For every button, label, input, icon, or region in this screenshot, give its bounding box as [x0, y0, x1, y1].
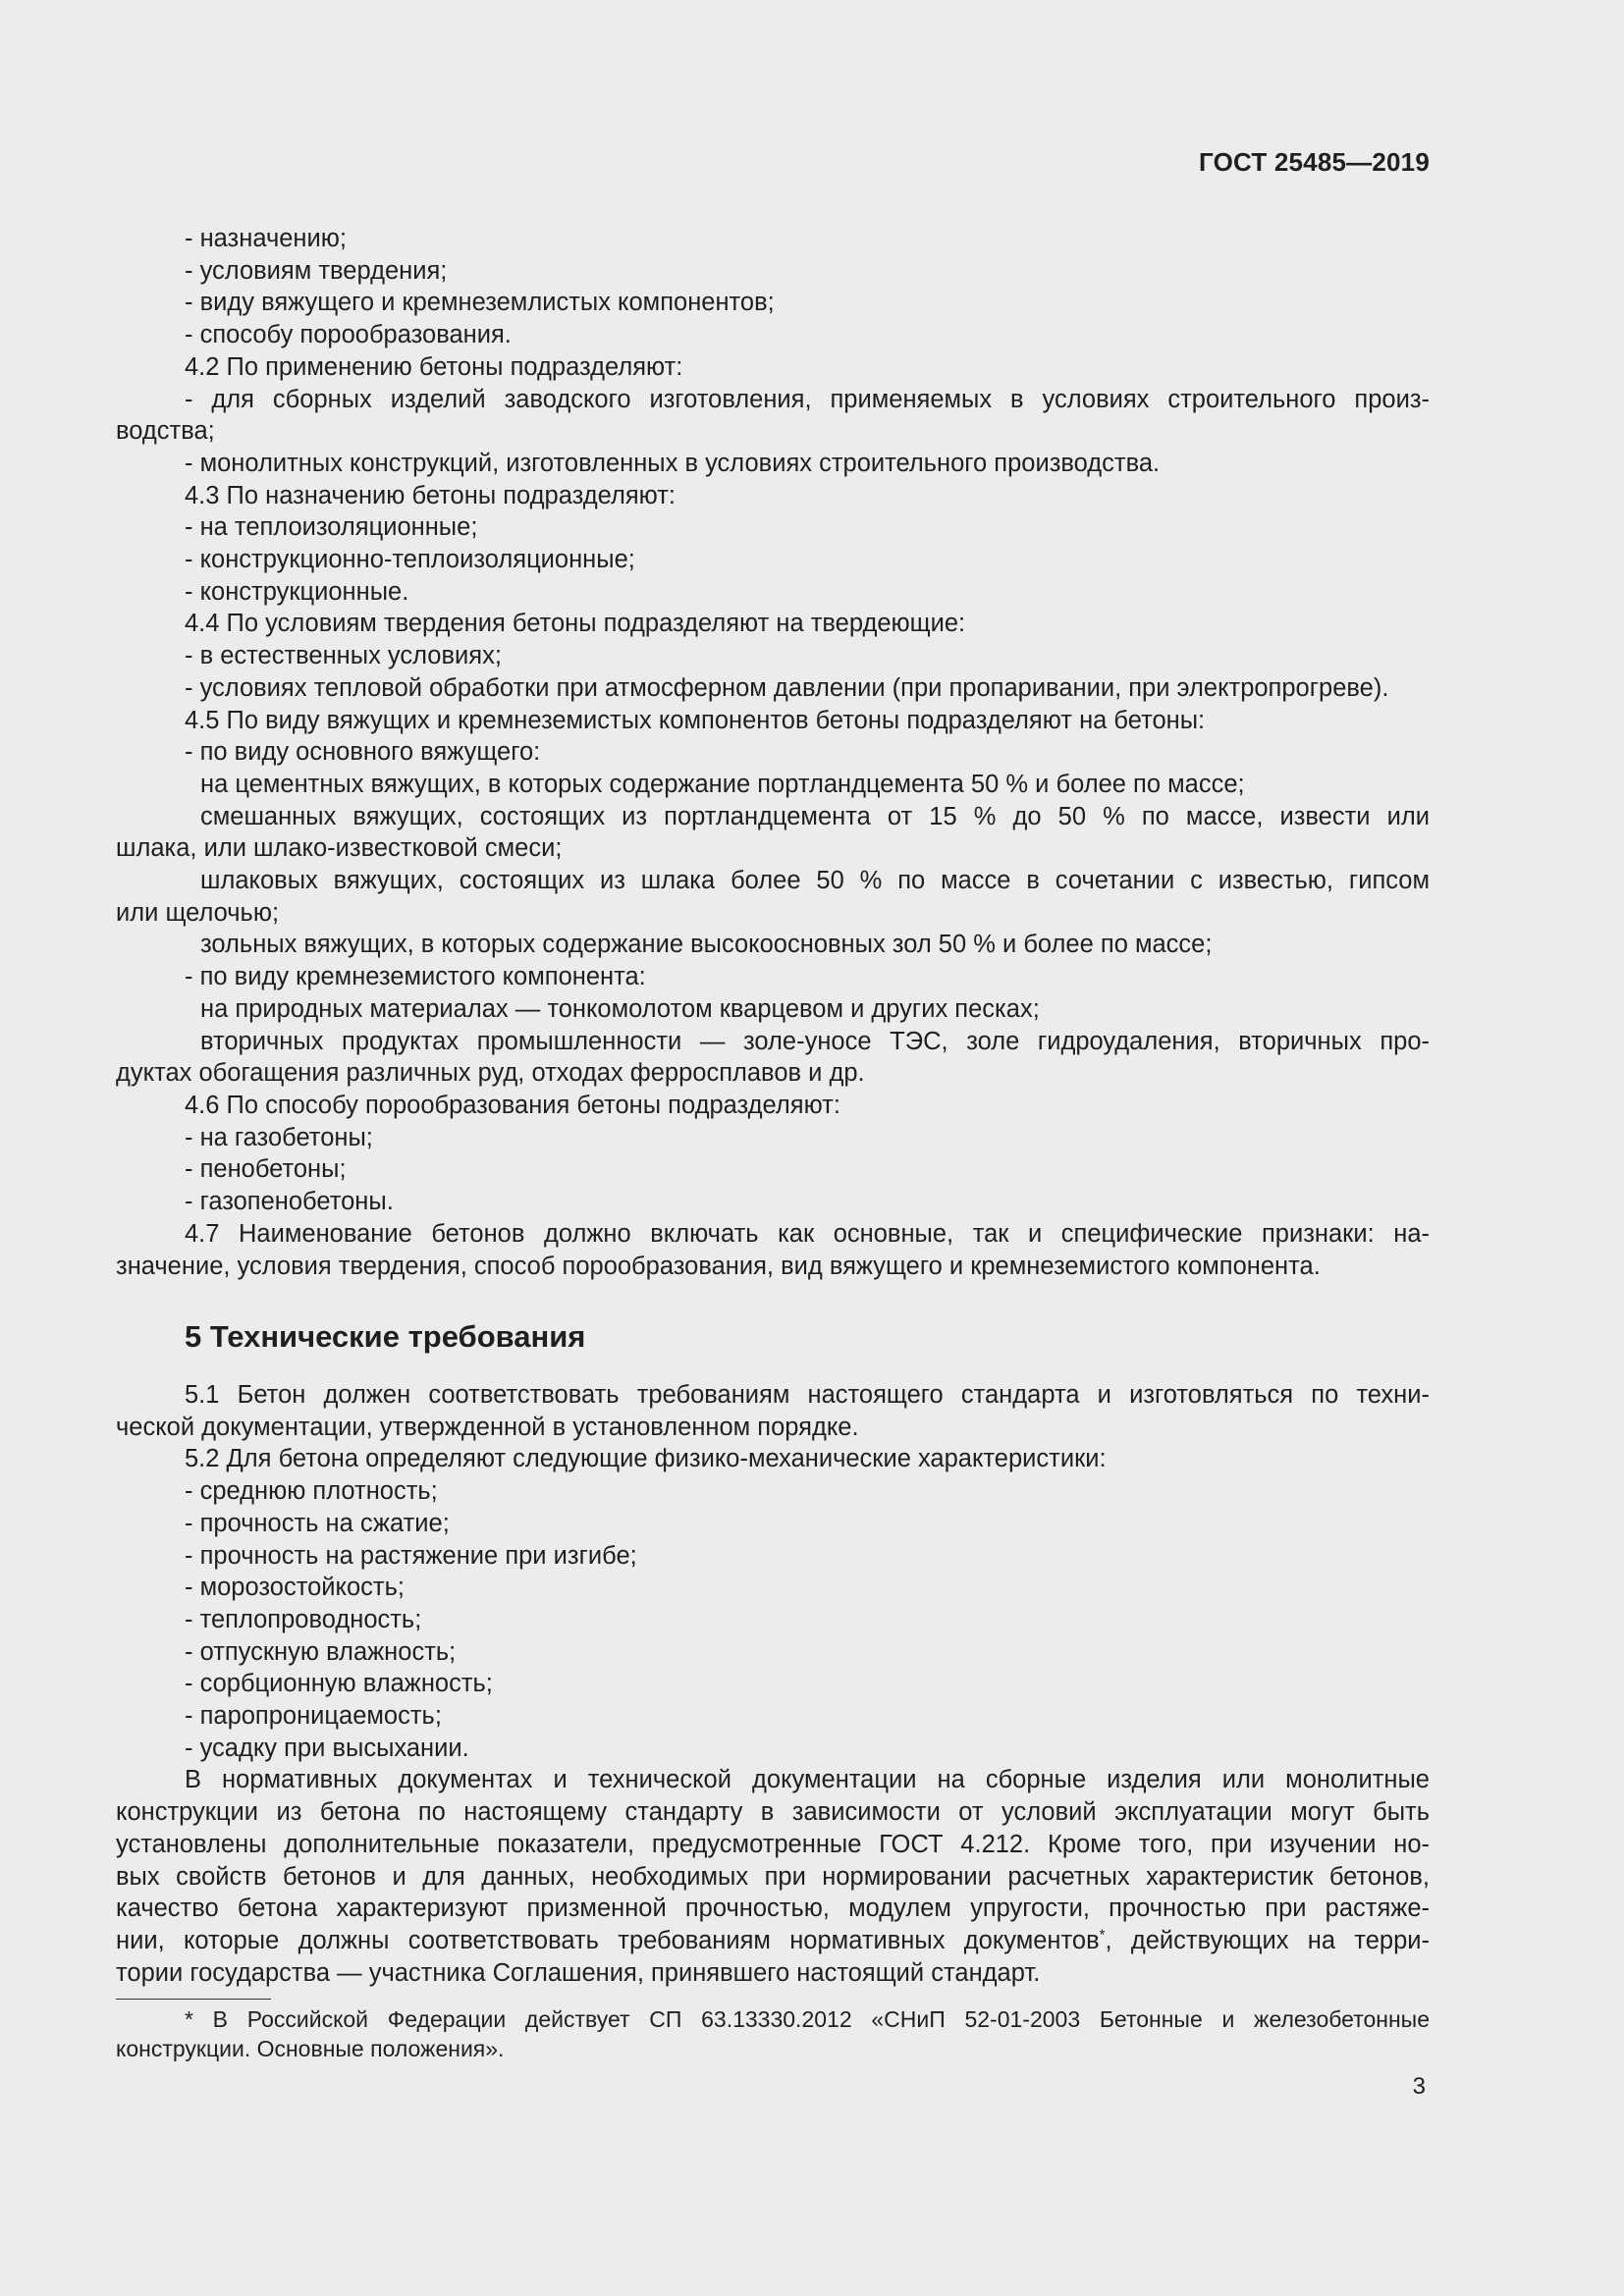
paragraph-line: - условиям твердения; [185, 256, 448, 285]
paragraph-line: - газопенобетоны. [185, 1188, 394, 1216]
paragraph-line: - назначению; [185, 225, 347, 252]
paragraph-line: В нормативных документах и технической документации на сборные изделия или монолитные [185, 1766, 1430, 1794]
paragraph-line: шлаковых вяжущих, состоящих из шлака более 50 % по массе в сочетании с известью, гипсом [200, 867, 1430, 895]
footnote-reference-mark[interactable]: * [1099, 1926, 1106, 1944]
paragraph-line: 4.7 Наименование бетонов должно включать как основные, так и специфические признаки: на- [185, 1219, 1430, 1248]
paragraph-line: - среднюю плотность; [185, 1477, 438, 1506]
paragraph-line: зольных вяжущих, в которых содержание высокоосновных зол 50 % и более по массе; [200, 931, 1213, 959]
paragraph-line: дуктах обогащения различных руд, отходах ферросплавов и др. [116, 1059, 865, 1088]
paragraph-text: нии, которые должны соответствовать требованиям нормативных документов [116, 1926, 1100, 1954]
paragraph-line: - пенобетоны; [185, 1155, 347, 1184]
paragraph-line: - теплопроводность; [185, 1605, 422, 1633]
paragraph-line: - для сборных изделий заводского изготовления, применяемых в условиях строительного произ- [185, 385, 1430, 413]
paragraph-line: 4.4 По условиям твердения бетоны подразделяют на твердеющие: [185, 610, 966, 638]
paragraph-line: на цементных вяжущих, в которых содержание портландцемента 50 % и более по массе; [200, 770, 1245, 798]
paragraph-line: смешанных вяжущих, состоящих из портландцемента от 15 % до 50 % по массе, извести или [200, 802, 1430, 830]
paragraph-line: - способу порообразования. [185, 321, 512, 349]
paragraph-line: вторичных продуктах промышленности — золе-уносе ТЭС, золе гидроудаления, вторичных про- [200, 1027, 1430, 1055]
paragraph-line: - на газобетоны; [185, 1123, 373, 1151]
paragraph-line: - в естественных условиях; [185, 642, 502, 670]
paragraph-line: 4.5 По виду вяжущих и кремнеземистых компонентов бетоны подразделяют на бетоны: [185, 706, 1206, 734]
document-header: ГОСТ 25485—2019 [1199, 147, 1430, 177]
paragraph-line: шлака, или шлако-известковой смеси; [116, 834, 563, 863]
paragraph-line: - по виду кремнеземистого компонента: [185, 963, 646, 991]
paragraph-line: тории государства — участника Соглашения, принявшего настоящий стандарт. [116, 1958, 1041, 1987]
paragraph-line: - виду вяжущего и кремнеземлистых компонентов; [185, 289, 775, 317]
paragraph-line: - прочность на растяжение при изгибе; [185, 1541, 637, 1570]
page-number: 3 [1412, 2073, 1426, 2100]
footnote-text: * В Российской Федерации действует СП 63.13330.2012 «СНиП 52-01-2003 Бетонные и железобетонные [185, 2006, 1430, 2032]
paragraph-line: значение, условия твердения, способ порообразования, вид вяжущего и кремнеземистого компонента. [116, 1252, 1321, 1280]
footnote-text: конструкции. Основные положения». [116, 2035, 505, 2061]
paragraph-line: - монолитных конструкций, изготовленных в условиях строительного производства. [185, 449, 1161, 477]
section-4-text [116, 223, 1430, 1282]
section-5-lines [116, 1379, 1430, 1925]
paragraph-line: вых свойств бетонов и для данных, необходимых при нормировании расчетных характеристик бетонов, [116, 1862, 1430, 1891]
footnote [116, 2005, 1430, 2063]
paragraph-line: 4.2 По применению бетоны подразделяют: [185, 352, 683, 381]
paragraph-line: - прочность на сжатие; [185, 1509, 450, 1537]
paragraph-line: конструкции из бетона по настоящему стандарту в зависимости от условий эксплуатации могут быть [116, 1798, 1430, 1827]
footnote-separator [116, 1999, 271, 2000]
paragraph-line: установлены дополнительные показатели, предусмотренные ГОСТ 4.212. Кроме того, при изучении но- [116, 1830, 1430, 1858]
paragraph-line [116, 1925, 1430, 1957]
paragraph-line: - на теплоизоляционные; [185, 513, 478, 542]
paragraph-text: , действующих на терри- [1105, 1926, 1430, 1954]
paragraph-line: качество бетона характеризуют призменной прочностью, модулем упругости, прочностью при растяже- [116, 1895, 1430, 1923]
paragraph-line: ческой документации, утвержденной в установленном порядке. [116, 1413, 859, 1441]
paragraph-line: - условиях тепловой обработки при атмосферном давлении (при пропаривании, при электропрогреве). [185, 673, 1389, 702]
paragraph-line: 5.2 Для бетона определяют следующие физико-механические характеристики: [185, 1445, 1107, 1473]
paragraph-line: на природных материалах — тонкомолотом кварцевом и других песках; [200, 994, 1040, 1023]
paragraph-line: - усадку при высыхании. [185, 1734, 469, 1762]
document-page [116, 0, 1430, 2296]
paragraph-line: - конструкционные. [185, 577, 409, 606]
paragraph-line: - конструкционно-теплоизоляционные; [185, 546, 635, 574]
paragraph-line: 5.1 Бетон должен соответствовать требованиям настоящего стандарта и изготовляться по техни- [185, 1381, 1430, 1409]
paragraph-line: 4.6 По способу порообразования бетоны подразделяют: [185, 1091, 840, 1119]
paragraph-line: водства; [116, 417, 215, 446]
section-5-text [116, 1379, 1430, 1989]
paragraph-line: - по виду основного вяжущего: [185, 738, 541, 767]
paragraph-line: - морозостойкость; [185, 1574, 405, 1602]
section-5-heading: 5 Технические требования [185, 1319, 586, 1354]
paragraph-line: или щелочью; [116, 898, 280, 927]
paragraph-line: - сорбционную влажность; [185, 1670, 493, 1698]
paragraph-line: - отпускную влажность; [185, 1637, 457, 1666]
paragraph-line: 4.3 По назначению бетоны подразделяют: [185, 481, 676, 509]
paragraph-line: - паропроницаемость; [185, 1702, 442, 1731]
